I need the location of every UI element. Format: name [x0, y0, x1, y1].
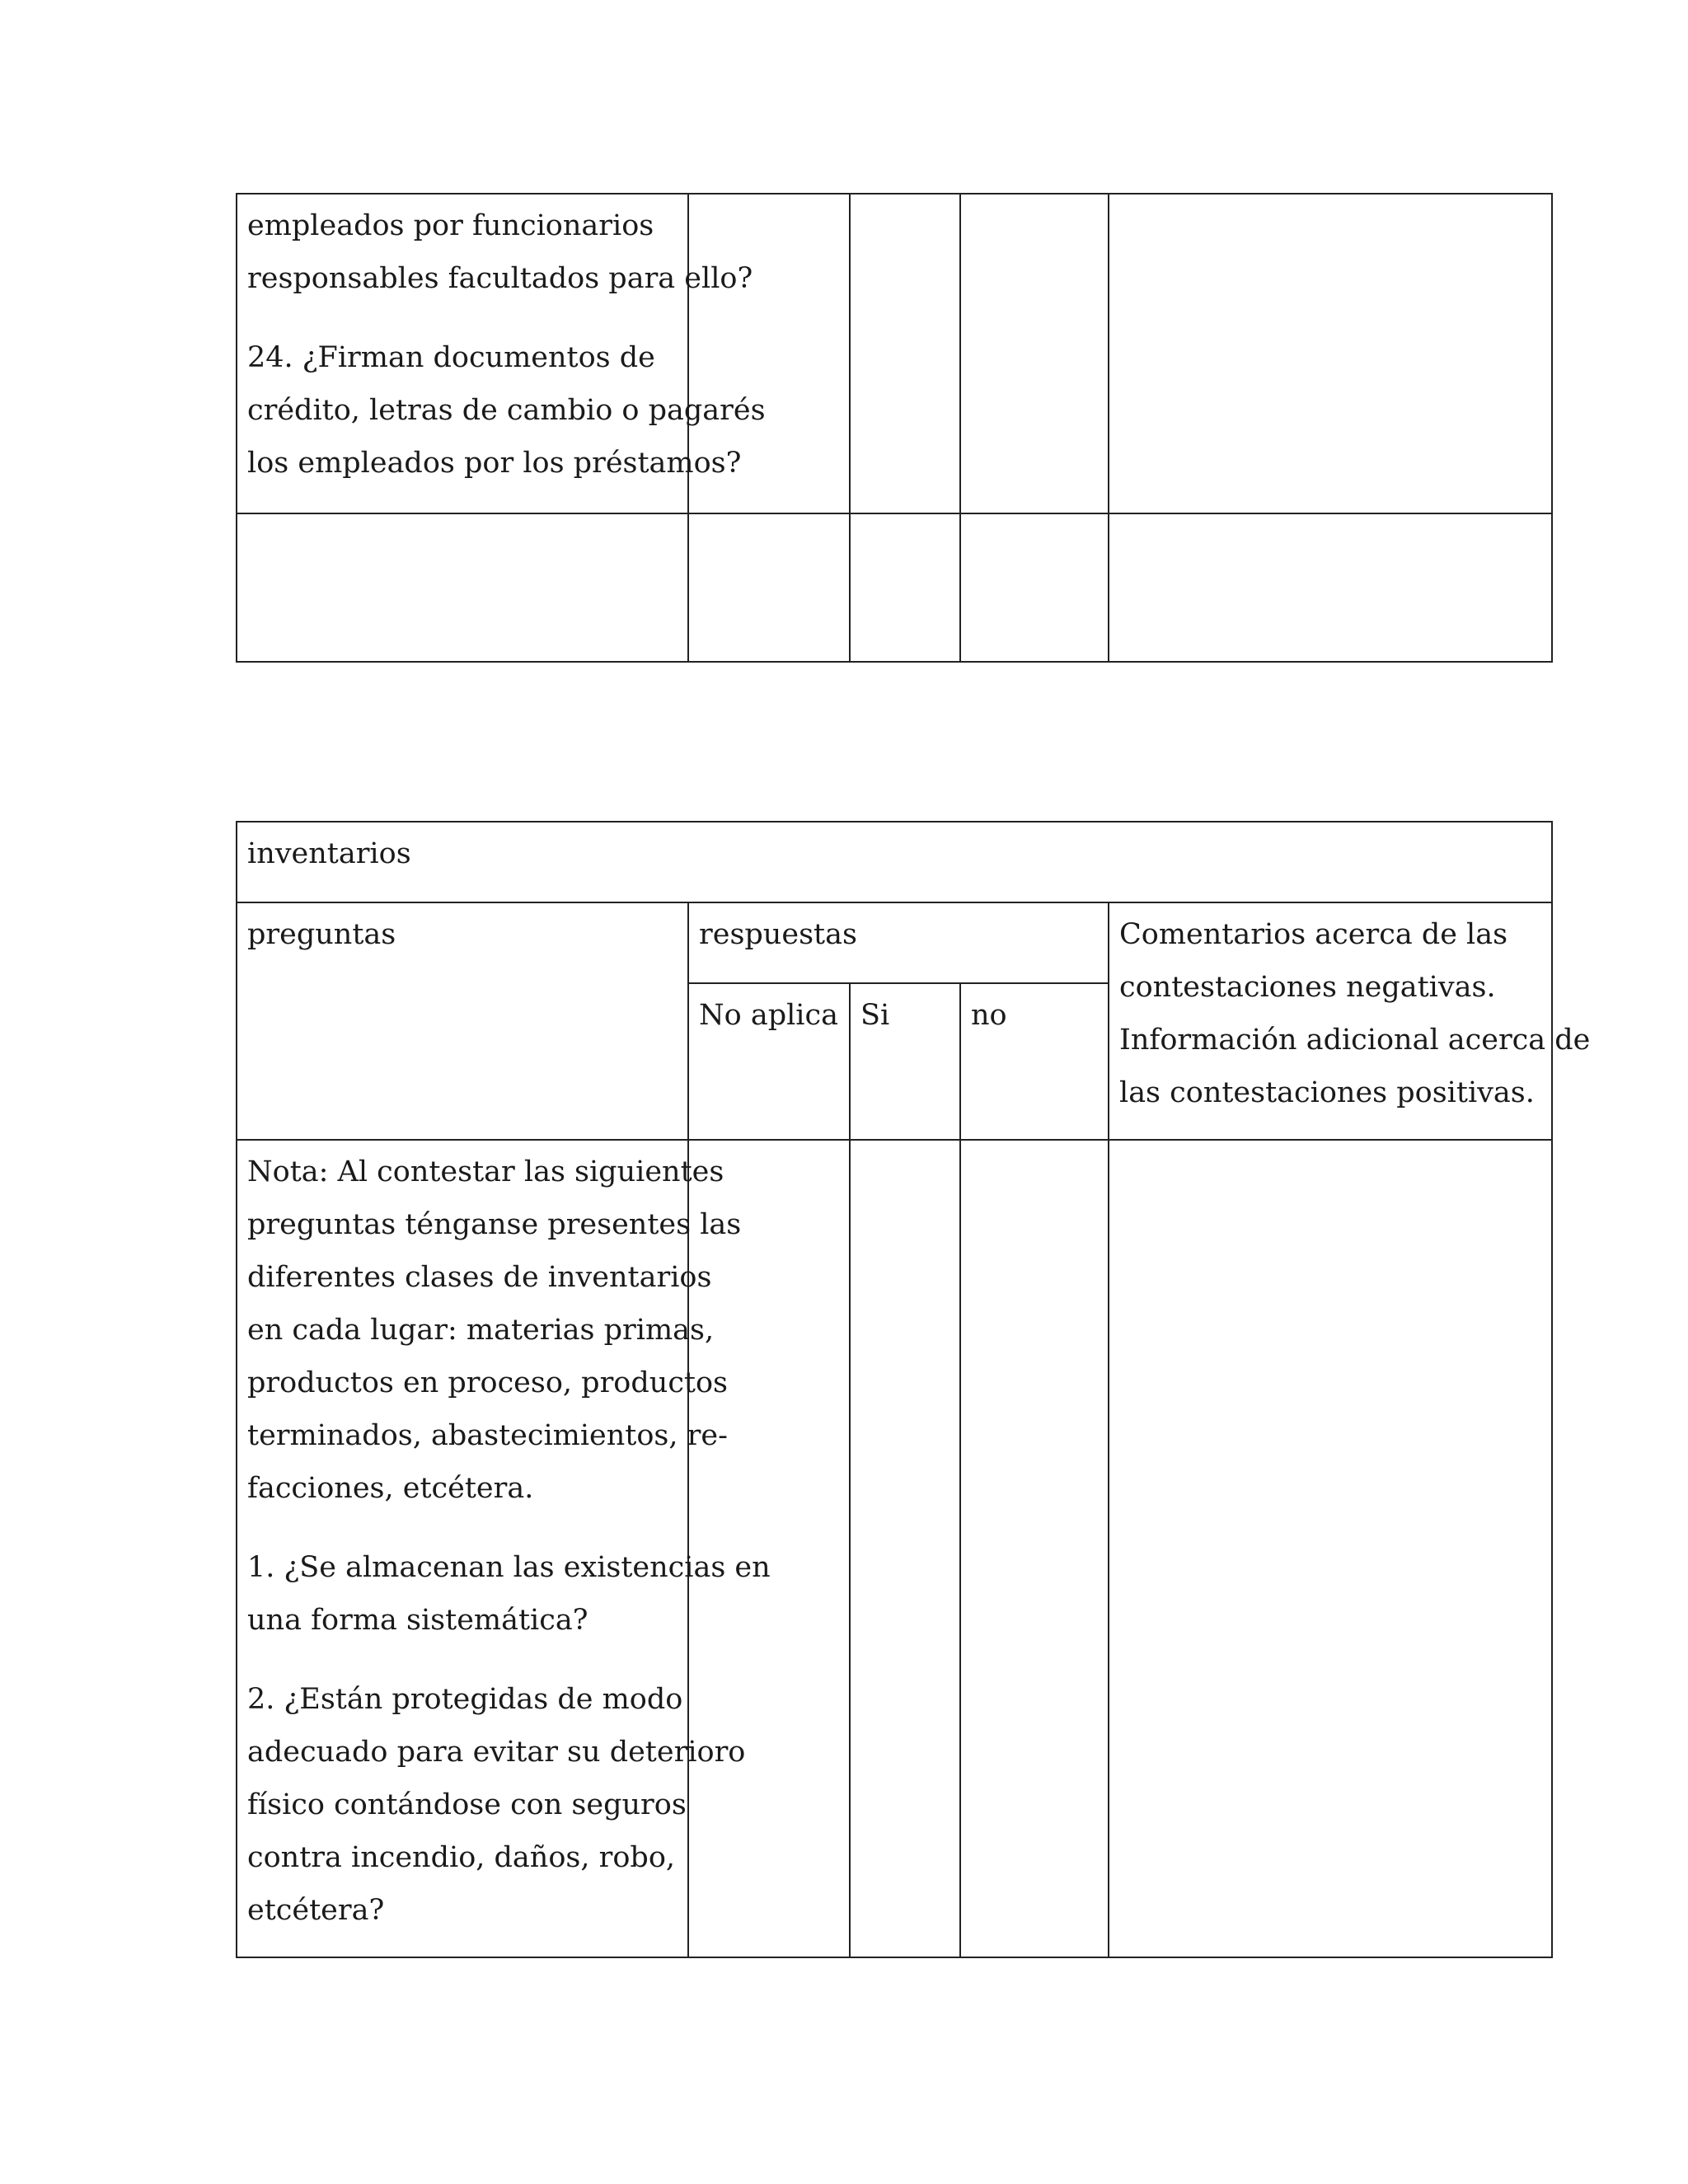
- text-line: en cada lugar: materias primas,: [247, 1314, 715, 1347]
- yes-answer-cell: [850, 194, 960, 513]
- text-line: crédito, letras de cambio o pagarés: [247, 394, 766, 427]
- text-line: preguntas ténganse presentes las: [247, 1208, 742, 1241]
- not-applicable-header: No aplica: [688, 983, 850, 1140]
- note-text: [247, 1146, 742, 1515]
- text-line: responsables facultados para ello?: [247, 262, 753, 295]
- text-line: Comentarios acerca de las: [1119, 918, 1508, 951]
- yes-header: Si: [850, 983, 960, 1140]
- question-24: [247, 331, 766, 490]
- section-title-row: [237, 822, 1552, 902]
- table-row: [237, 194, 1552, 513]
- questionnaire-table-continued: [236, 193, 1553, 663]
- no-header: no: [960, 983, 1109, 1140]
- text-line: etcétera?: [247, 1894, 385, 1927]
- comments-cell: [1109, 513, 1552, 662]
- question-cell: [237, 1140, 771, 1957]
- not-applicable-answer-cell: [688, 513, 850, 662]
- no-answer-cell: [960, 194, 1109, 513]
- text-line: contra incendio, daños, robo,: [247, 1841, 676, 1874]
- text-line: facciones, etcétera.: [247, 1472, 534, 1505]
- comments-cell: [1109, 1140, 1552, 1957]
- yes-answer-cell: [850, 1140, 960, 1957]
- section-title: inventarios: [237, 822, 1552, 902]
- text-line: contestaciones negativas.: [1119, 971, 1496, 1004]
- questions-header: preguntas: [237, 902, 688, 1140]
- text-line: diferentes clases de inventarios: [247, 1261, 712, 1294]
- question-cell: [237, 194, 766, 513]
- text-line: físico contándose con seguros: [247, 1788, 687, 1821]
- comments-header: [1109, 902, 1591, 1140]
- inventory-questionnaire-table: [236, 821, 1591, 1958]
- comments-cell: [1109, 194, 1552, 513]
- no-answer-cell: [960, 513, 1109, 662]
- text-line: 24. ¿Firman documentos de: [247, 341, 655, 374]
- text-line: 1. ¿Se almacenan las existencias en: [247, 1551, 771, 1584]
- text-line: adecuado para evitar su deterioro: [247, 1736, 746, 1769]
- text-line: productos en proceso, productos: [247, 1366, 729, 1399]
- answers-header: respuestas: [688, 902, 1109, 983]
- text-line: empleados por funcionarios: [247, 209, 654, 242]
- yes-answer-cell: [850, 513, 960, 662]
- text-line: una forma sistemática?: [247, 1604, 588, 1637]
- question-text: [247, 199, 753, 305]
- text-line: las contestaciones positivas.: [1119, 1076, 1535, 1109]
- text-line: Información adicional acerca de: [1119, 1024, 1591, 1057]
- text-line: los empleados por los préstamos?: [247, 447, 742, 480]
- question-cell: [237, 513, 688, 662]
- header-row: [237, 902, 1552, 983]
- question-1: [247, 1541, 771, 1647]
- text-line: 2. ¿Están protegidas de modo: [247, 1683, 683, 1716]
- question-2: [247, 1673, 746, 1937]
- text-line: Nota: Al contestar las siguientes: [247, 1155, 724, 1188]
- table-row: [237, 513, 1552, 662]
- no-answer-cell: [960, 1140, 1109, 1957]
- not-applicable-answer-cell: [688, 1140, 850, 1957]
- text-line: terminados, abastecimientos, re-: [247, 1419, 728, 1452]
- table-row: [237, 1140, 1552, 1957]
